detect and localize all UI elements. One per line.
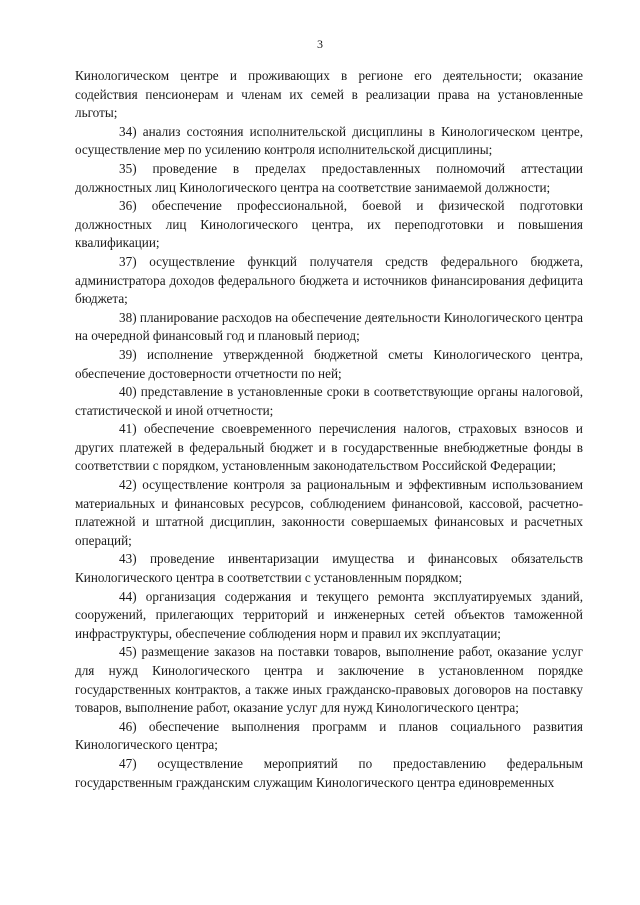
document-body	[75, 67, 583, 792]
paragraph-item-37: 37) осуществление функций получателя средств федерального бюджета, администратора доходов федерального бюджета и источников финансирования дефицита бюджета;	[75, 253, 583, 307]
paragraph-item-39: 39) исполнение утвержденной бюджетной сметы Кинологического центра, обеспечение достоверности отчетности по ней;	[75, 346, 583, 381]
page-number: 3	[317, 37, 323, 51]
paragraph-item-42: 42) осуществление контроля за рациональным и эффективным использованием материальных и финансовых ресурсов, соблюдением финансовой, кассовой, расчетно-платежной и штатной дисциплин, законности совершаемых финансовых и расчетных операций;	[75, 477, 583, 548]
paragraph-item-40: 40) представление в установленные сроки в соответствующие органы налоговой, статистической и иной отчетности;	[75, 384, 583, 418]
paragraph-item-46: 46) обеспечение выполнения программ и планов социального развития Кинологического центра;	[75, 718, 583, 753]
paragraph-item-41: 41) обеспечение своевременного перечисления налогов, страховых взносов и других платежей в федеральный бюджет и в государственные внебюджетные фонды в соответствии с порядком, установленным законодательством Российской Федерации;	[75, 421, 583, 474]
paragraph-item-34: 34) анализ состояния исполнительской дисциплины в Кинологическом центре, осуществление мер по усилению контроля исполнительской дисциплины;	[75, 123, 583, 158]
paragraph-item-38: 38) планирование расходов на обеспечение деятельности Кинологического центра на очередной финансовый год и плановый период;	[75, 309, 583, 344]
paragraph-item-44: 44) организация содержания и текущего ремонта эксплуатируемых зданий, сооружений, прилегающих территорий и инженерных сетей объектов таможенной инфраструктуры, обеспечение соблюдения норм и правил их эксплуатации;	[75, 588, 583, 641]
paragraph-item-47: 47) осуществление мероприятий по предоставлению федеральным государственным гражданским служащим Кинологического центра единовременных	[75, 755, 583, 790]
paragraph-item-45: 45) размещение заказов на поставки товаров, выполнение работ, оказание услуг для нужд Кинологического центра и заключение в установленном порядке государственных контрактов, а также иных гражданско-правовых договоров на поставку товаров, выполнение работ, оказание услуг для нужд Кинологического центра;	[75, 644, 583, 716]
paragraph-continuation: Кинологическом центре и проживающих в регионе его деятельности; оказание содействия пенсионерам и членам их семей в реализации права на установленные льготы;	[75, 68, 583, 121]
paragraph-item-35: 35) проведение в пределах предоставленных полномочий аттестации должностных лиц Кинологического центра на соответствие занимаемой должности;	[75, 160, 583, 195]
paragraph-item-43: 43) проведение инвентаризации имущества и финансовых обязательств Кинологического центра в соответствии с установленным порядком;	[75, 551, 583, 586]
paragraph-item-36: 36) обеспечение профессиональной, боевой и физической подготовки должностных лиц Кинологического центра, их переподготовки и повышения квалификации;	[75, 198, 583, 251]
